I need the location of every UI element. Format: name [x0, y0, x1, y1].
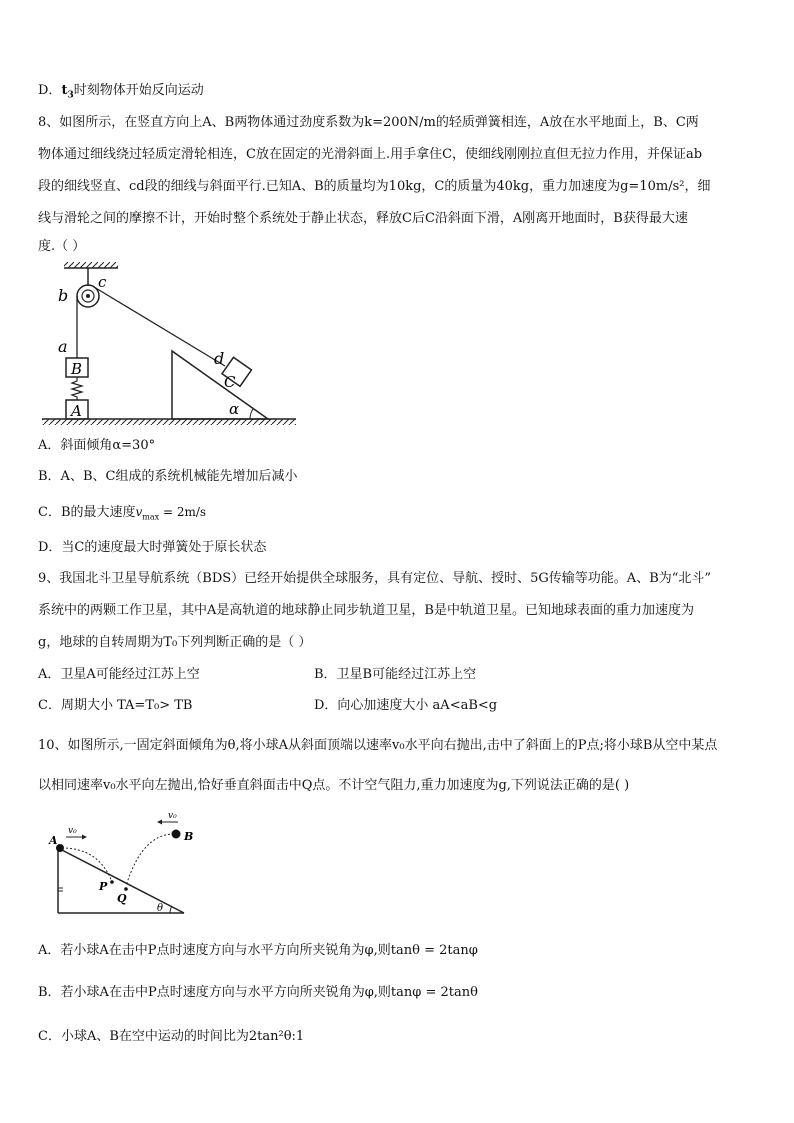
q7-option-d: D．$t_3$时刻物体开始反向运动 [38, 83, 204, 101]
label-c: c [98, 273, 107, 291]
label-b: b [58, 286, 69, 305]
q10-option-a: A．若小球A在击中P点时速度方向与水平方向所夹锐角为φ,则tanθ = 2tanφ [38, 943, 478, 958]
q10-stem-line-1: 10、如图所示,一固定斜面倾角为θ,将小球A从斜面顶端以速率v₀水平向右抛出,击中了斜面上的P点;将小球B从空中某点 [38, 738, 718, 753]
q9-option-b: B．卫星B可能经过江苏上空 [314, 667, 477, 682]
q8-stem-line-4: 线与滑轮之间的摩擦不计，开始时整个系统处于静止状态，释放C后C沿斜面下滑，A刚离开地面时，B获得最大速 [38, 211, 688, 226]
label-theta: θ [157, 903, 164, 914]
label-B: B [71, 360, 83, 378]
q9-option-a: A．卫星A可能经过江苏上空 [38, 667, 200, 682]
string-cd [94, 287, 225, 366]
q8-stem-line-5: 度.（ ） [38, 239, 86, 254]
q9-stem-line-1: 9、我国北斗卫星导航系统（BDS）已经开始提供全球服务，具有定位、导航、授时、5G传输等功能。A、B为“北斗” [38, 571, 712, 586]
label-A: A [49, 834, 58, 847]
label-C: C [224, 373, 236, 391]
q9-option-d: D．向心加速度大小 aA<aB<g [314, 698, 498, 713]
q8-stem-line-1: 8、如图所示，在竖直方向上A、B两物体通过劲度系数为k=200N/m的轻质弹簧相连，A放在水平地面上，B、C两 [38, 115, 699, 130]
trajectory-b [126, 834, 174, 886]
q10-figure [44, 810, 200, 920]
q8-stem-line-2: 物体通过细线绕过轻质定滑轮相连，C放在固定的光滑斜面上.用手拿住C，使细线刚刚拉直但无拉力作用，并保证ab [38, 147, 703, 162]
q8-stem-line-3: 段的细线竖直、cd段的细线与斜面平行.已知A、B的质量均为10kg，C的质量为40kg，重力加速度为g=10m/s²，细 [38, 179, 711, 194]
label-v0-a: v₀ [68, 826, 77, 836]
label-v0-b: v₀ [168, 811, 177, 821]
label-B: B [184, 830, 194, 843]
ceiling-hatch [64, 262, 118, 268]
q8-option-d: D．当C的速度最大时弹簧处于原长状态 [38, 540, 267, 555]
q8-option-c: C．B的最大速度$v_{max} = 2m/s$ [38, 505, 207, 522]
label-A: A [71, 402, 82, 420]
q9-stem-line-2: 系统中的两颗工作卫星，其中A是高轨道的地球静止同步轨道卫星，B是中轨道卫星。已知地球表面的重力加速度为 [38, 603, 694, 618]
label-alpha: α [229, 400, 240, 418]
q10-option-c: C．小球A、B在空中运动的时间比为2tan²θ:1 [38, 1029, 305, 1044]
q9-stem-line-3: g，地球的自转周期为T₀下列判断正确的是（ ） [38, 635, 312, 650]
spring [72, 377, 82, 400]
label-Q: Q [117, 892, 127, 905]
q8-option-b: B．A、B、C组成的系统机械能先增加后减小 [38, 469, 298, 484]
q8-figure [38, 262, 300, 428]
label-a: a [58, 337, 68, 356]
label-d: d [214, 349, 225, 368]
q10-option-b: B．若小球A在击中P点时速度方向与水平方向所夹锐角为φ,则tanφ = 2tanθ [38, 985, 478, 1000]
q10-stem-line-2: 以相同速率v₀水平向左抛出,恰好垂直斜面击中Q点。不计空气阻力,重力加速度为g,下列说法正确的是( ) [38, 778, 630, 793]
q9-option-c: C．周期大小 TA=T₀> TB [38, 698, 193, 713]
q8-option-a: A．斜面倾角α=30° [38, 438, 156, 453]
label-P: P [99, 880, 108, 893]
